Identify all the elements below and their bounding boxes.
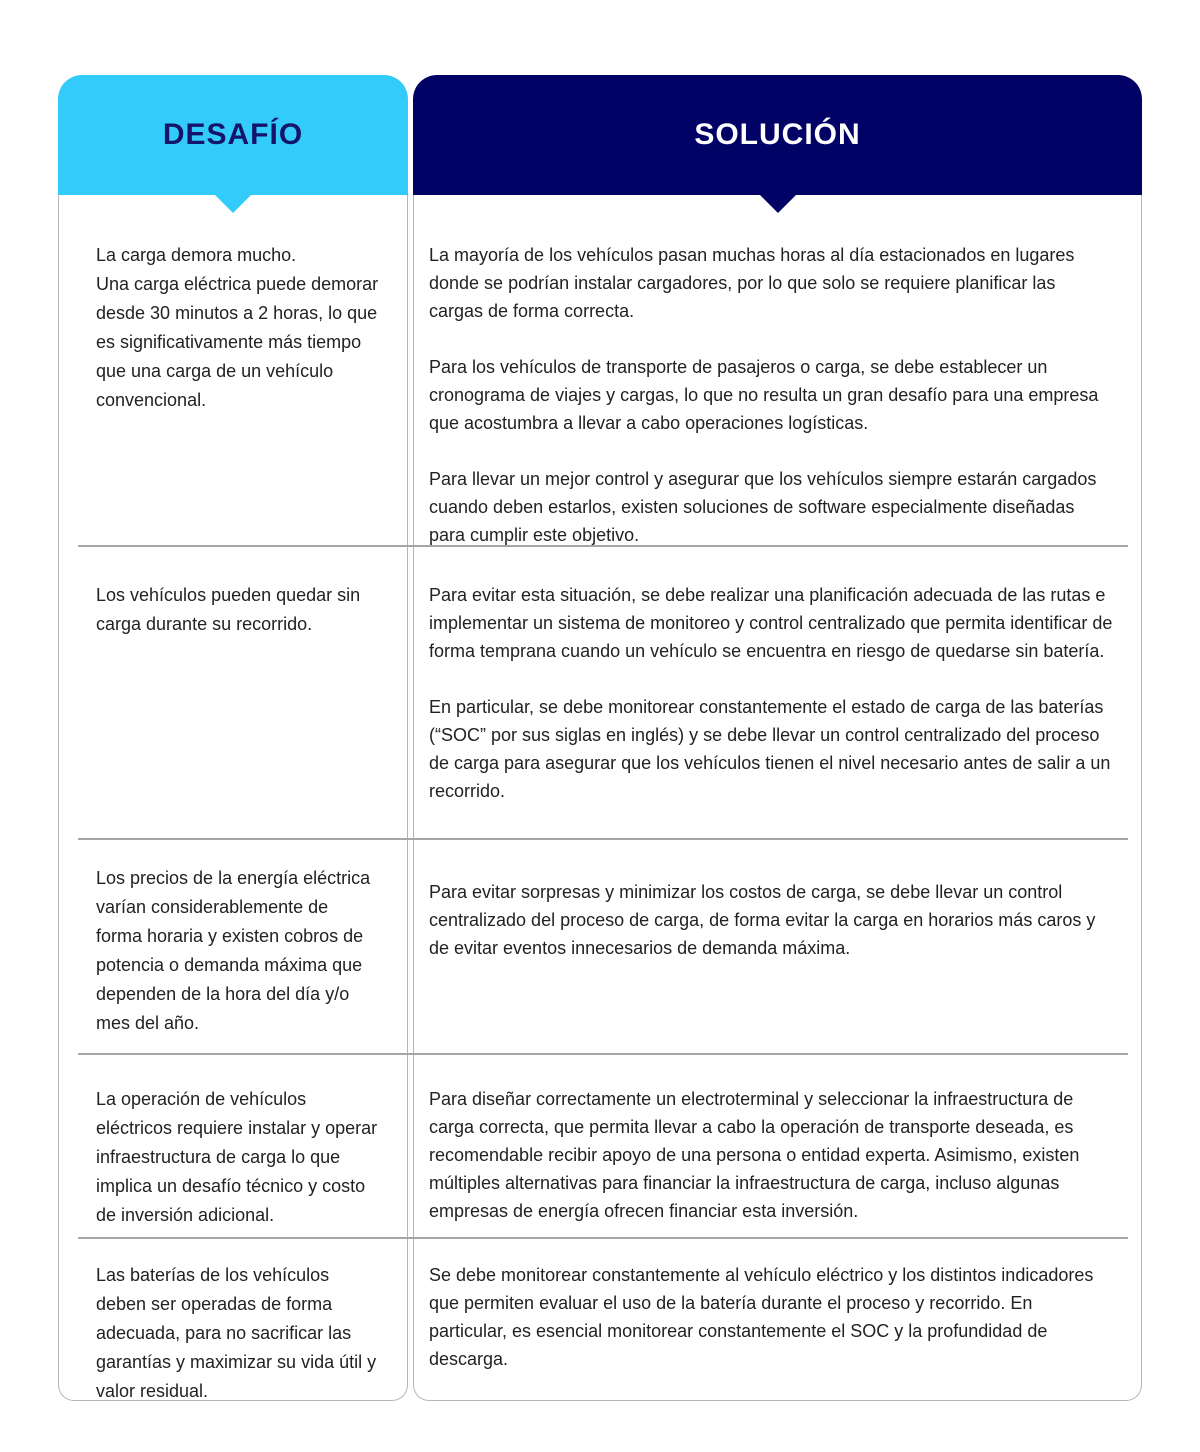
challenge-text: Una carga eléctrica puede demorar desde 30 minutos a 2 horas, lo que es significativamente más tiempo que una carga de un vehículo convencional. [96, 274, 379, 410]
solution-cell-2 [414, 545, 1141, 838]
solution-column [413, 75, 1142, 1401]
solution-text: Para los vehículos de transporte de pasajeros o carga, se debe establecer un cronograma de viajes y cargas, lo que no resulta un gran desafío para una empresa que acostumbra a llevar a cabo operaciones logísticas. [429, 357, 1099, 433]
solution-text: Para llevar un mejor control y asegurar que los vehículos siempre estarán cargados cuando deben estarlos, existen soluciones de software especialmente diseñadas para cumplir este objetivo. [429, 469, 1097, 545]
solution-cell-5 [414, 1237, 1141, 1400]
solution-body [413, 195, 1142, 1401]
challenge-cell-5 [59, 1237, 407, 1406]
challenge-text: Los vehículos pueden quedar sin carga durante su recorrido. [96, 585, 361, 634]
solution-header-label: SOLUCIÓN [694, 118, 861, 151]
challenge-text: La operación de vehículos eléctricos requiere instalar y operar infraestructura de carga lo que implica un desafío técnico y costo de inversión adicional. [96, 1089, 378, 1225]
solution-cell-4 [414, 1053, 1141, 1237]
challenge-cell-4 [59, 1053, 407, 1237]
solution-text: En particular, se debe monitorear constantemente el estado de carga de las baterías (“SOC” por sus siglas en inglés) y se debe llevar un control centralizado del proceso de carga para asegurar que los vehículos tienen el nivel necesario antes de salir a un recorrido. [429, 697, 1111, 801]
challenge-column [58, 75, 408, 1401]
solution-text: Para evitar sorpresas y minimizar los costos de carga, se debe llevar un control centralizado del proceso de carga, de forma evitar la carga en horarios más caros y de evitar eventos innecesarios de demanda máxima. [429, 882, 1096, 958]
solution-text: Para evitar esta situación, se debe realizar una planificación adecuada de las rutas e implementar un sistema de monitoreo y control centralizado que permita identificar de forma temprana cuando un vehículo se encuentra en riesgo de quedarse sin batería. [429, 585, 1113, 661]
solution-text: Para diseñar correctamente un electroterminal y seleccionar la infraestructura de carga correcta, que permita llevar a cabo la operación de transporte deseada, es recomendable recibir apoyo de una persona o entidad experta. Asimismo, existen múltiples alternativas para financiar la infraestructura de carga, incluso algunas empresas de energía ofrecen financiar esta inversión. [429, 1089, 1080, 1221]
challenge-cell-3 [59, 838, 407, 1053]
solution-text: Se debe monitorear constantemente al vehículo eléctrico y los distintos indicadores que permiten evaluar el uso de la batería durante el proceso y recorrido. En particular, es esencial monitorear constantemente el SOC y la profundidad de descarga. [429, 1265, 1094, 1369]
challenge-text: La carga demora mucho. [96, 245, 297, 265]
challenge-header-label: DESAFÍO [162, 118, 304, 151]
challenge-text: Los precios de la energía eléctrica varían considerablemente de forma horaria y existen cobros de potencia o demanda máxima que dependen de la hora del día y/o mes del año. [96, 868, 371, 1033]
solution-cell-1 [414, 195, 1141, 545]
challenge-cell-1 [59, 195, 407, 545]
solution-header [413, 75, 1142, 195]
solution-text: La mayoría de los vehículos pasan muchas horas al día estacionados en lugares donde se podrían instalar cargadores, por lo que solo se requiere planificar las cargas de forma correcta. [429, 245, 1075, 321]
challenge-cell-2 [59, 545, 407, 838]
solution-cell-3 [414, 838, 1141, 1053]
challenge-header [58, 75, 408, 195]
challenge-body [58, 195, 408, 1401]
challenge-text: Las baterías de los vehículos deben ser operadas de forma adecuada, para no sacrificar las garantías y maximizar su vida útil y valor residual. [96, 1265, 377, 1401]
